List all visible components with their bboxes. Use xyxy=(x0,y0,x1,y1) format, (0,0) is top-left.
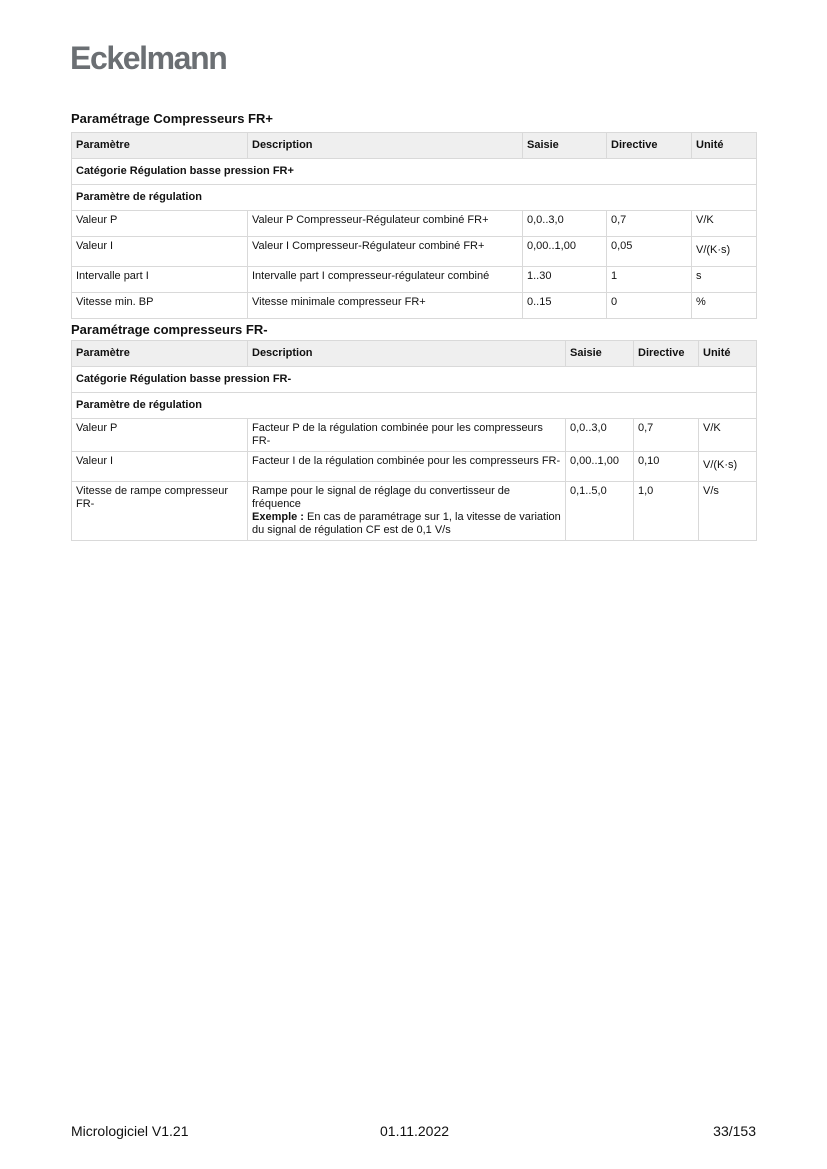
cell-directive: 0,05 xyxy=(607,237,692,267)
table-row xyxy=(72,419,757,452)
table-row xyxy=(72,237,757,267)
table-row xyxy=(72,267,757,293)
cell-description: Intervalle part I compresseur-régulateur combiné xyxy=(248,267,523,293)
table-row xyxy=(72,482,757,541)
cell-directive: 0,7 xyxy=(634,419,699,452)
cell-description: Facteur I de la régulation combinée pour les compresseurs FR- xyxy=(248,452,566,482)
cell-parametre: Vitesse min. BP xyxy=(72,293,248,319)
rampe-description: Rampe pour le signal de réglage du convertisseur de fréquence xyxy=(252,485,511,510)
cell-saisie: 0,0..3,0 xyxy=(523,211,607,237)
col-header-saisie: Saisie xyxy=(566,341,634,367)
footer-firmware: Micrologiciel V1.21 xyxy=(71,1123,189,1139)
example-text: En cas de paramétrage sur 1, la vitesse de variation du signal de régulation CF est de 0,1 V/s xyxy=(252,511,561,536)
col-header-parametre: Paramètre xyxy=(72,341,248,367)
cell-description: Facteur P de la régulation combinée pour les compresseurs FR- xyxy=(248,419,566,452)
col-header-directive: Directive xyxy=(634,341,699,367)
table-row xyxy=(72,293,757,319)
col-header-description: Description xyxy=(248,341,566,367)
cell-parametre: Intervalle part I xyxy=(72,267,248,293)
cell-directive: 1 xyxy=(607,267,692,293)
cell-unite: % xyxy=(692,293,757,319)
cell-parametre: Valeur P xyxy=(72,419,248,452)
cell-description: Valeur I Compresseur-Régulateur combiné FR+ xyxy=(248,237,523,267)
col-header-unite: Unité xyxy=(692,133,757,159)
col-header-directive: Directive xyxy=(607,133,692,159)
cell-unite: V/K xyxy=(692,211,757,237)
cell-unite: V/(K·s) xyxy=(699,452,757,482)
section-title-fr-plus: Paramétrage Compresseurs FR+ xyxy=(71,111,273,126)
col-header-saisie: Saisie xyxy=(523,133,607,159)
col-header-unite: Unité xyxy=(699,341,757,367)
category-row: Catégorie Régulation basse pression FR+ xyxy=(72,159,757,185)
cell-description xyxy=(248,482,566,541)
table-header-row xyxy=(72,341,757,367)
cell-description: Vitesse minimale compresseur FR+ xyxy=(248,293,523,319)
table-fr-plus xyxy=(71,132,757,319)
cell-saisie: 0..15 xyxy=(523,293,607,319)
cell-parametre: Vitesse de rampe compresseur FR- xyxy=(72,482,248,541)
subcategory-row: Paramètre de régulation xyxy=(72,393,757,419)
cell-directive: 0 xyxy=(607,293,692,319)
section-title-fr-minus: Paramétrage compresseurs FR- xyxy=(71,322,268,337)
example-label: Exemple : xyxy=(252,511,304,523)
cell-parametre: Valeur I xyxy=(72,452,248,482)
cell-unite: V/(K·s) xyxy=(692,237,757,267)
footer-date: 01.11.2022 xyxy=(380,1123,450,1139)
table-row xyxy=(72,211,757,237)
cell-saisie: 0,00..1,00 xyxy=(566,452,634,482)
cell-unite: V/K xyxy=(699,419,757,452)
cell-unite: V/s xyxy=(699,482,757,541)
col-header-parametre: Paramètre xyxy=(72,133,248,159)
cell-directive: 0,7 xyxy=(607,211,692,237)
cell-saisie: 1..30 xyxy=(523,267,607,293)
table-header-row xyxy=(72,133,757,159)
table-row xyxy=(72,452,757,482)
cell-saisie: 0,0..3,0 xyxy=(566,419,634,452)
cell-saisie: 0,1..5,0 xyxy=(566,482,634,541)
cell-parametre: Valeur I xyxy=(72,237,248,267)
cell-description: Valeur P Compresseur-Régulateur combiné FR+ xyxy=(248,211,523,237)
cell-parametre: Valeur P xyxy=(72,211,248,237)
footer-page-number: 33/153 xyxy=(713,1123,756,1139)
cell-directive: 0,10 xyxy=(634,452,699,482)
eckelmann-logo: Eckelmann xyxy=(70,40,227,76)
cell-saisie: 0,00..1,00 xyxy=(523,237,607,267)
cell-unite: s xyxy=(692,267,757,293)
subcategory-row: Paramètre de régulation xyxy=(72,185,757,211)
col-header-description: Description xyxy=(248,133,523,159)
cell-directive: 1,0 xyxy=(634,482,699,541)
category-row: Catégorie Régulation basse pression FR- xyxy=(72,367,757,393)
table-fr-minus xyxy=(71,340,757,541)
